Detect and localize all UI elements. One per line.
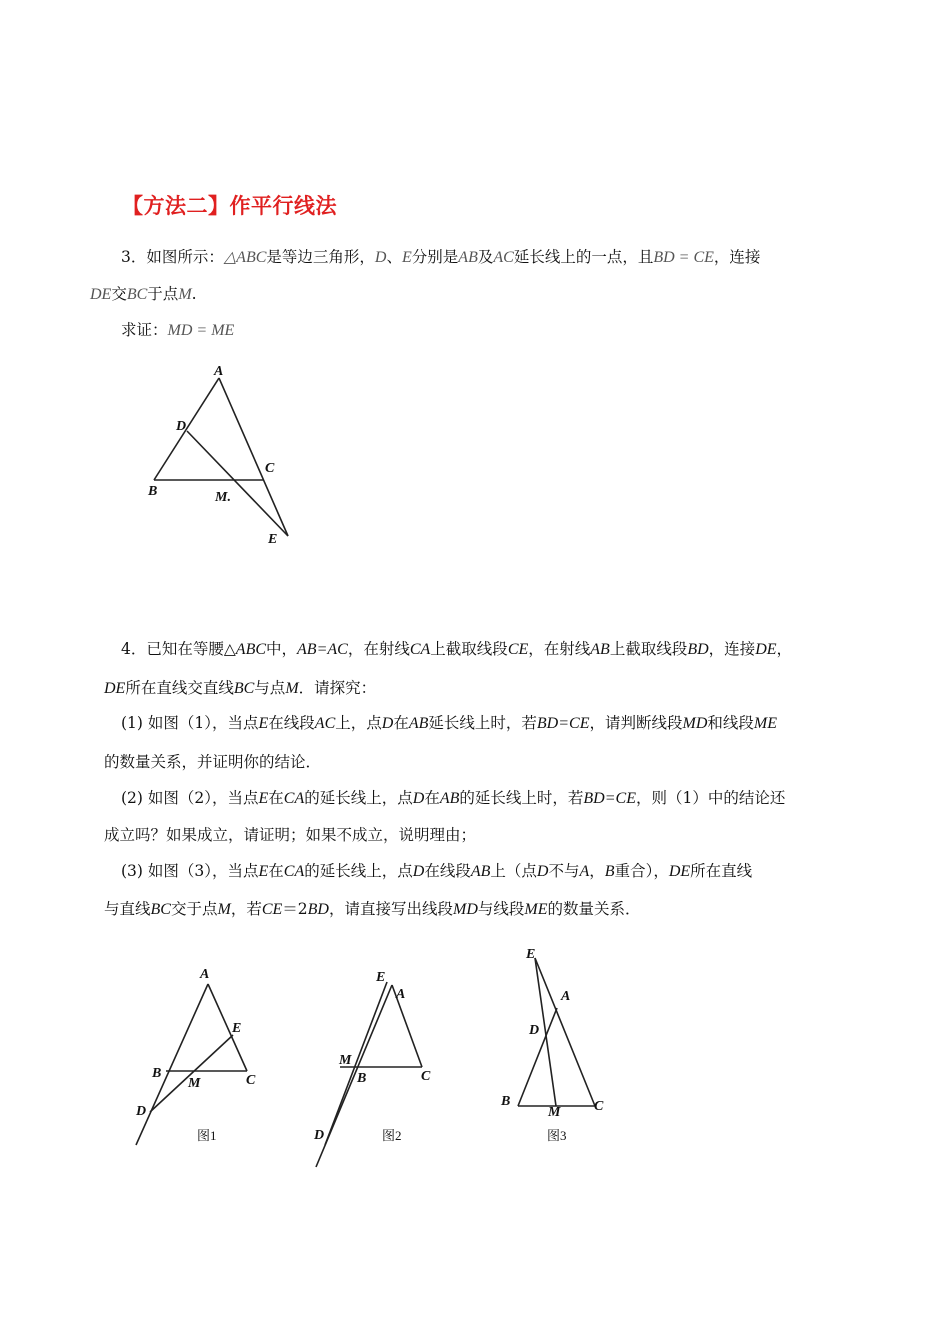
math: AB bbox=[408, 715, 429, 732]
text: 4．已知在等腰△ bbox=[121, 640, 236, 658]
text: ， bbox=[776, 640, 793, 658]
math: A bbox=[579, 863, 590, 880]
math: BD=CE bbox=[583, 790, 636, 807]
math: D bbox=[412, 863, 425, 880]
question-1-line-2: 的数量关系，并证明你的结论． bbox=[104, 753, 322, 771]
text: 在线段 bbox=[424, 862, 471, 880]
text: 不与 bbox=[548, 862, 580, 880]
label-A: A bbox=[200, 967, 210, 982]
text: (2) 如图（2），当点 bbox=[121, 789, 259, 807]
text: 在 bbox=[424, 789, 440, 807]
math: AB bbox=[439, 790, 460, 807]
text: ＝2 bbox=[282, 900, 308, 918]
text: 的延长线上，点 bbox=[304, 789, 413, 807]
problem-4-line-2 bbox=[104, 676, 376, 698]
math: BC bbox=[233, 680, 255, 697]
math: CA bbox=[409, 641, 431, 658]
text: 在 bbox=[393, 714, 409, 732]
label-B: B bbox=[148, 484, 158, 499]
label-C: C bbox=[421, 1069, 431, 1084]
math: BD=CE bbox=[536, 715, 590, 732]
math: ME bbox=[753, 715, 778, 732]
text: 及 bbox=[477, 248, 494, 266]
edge-AB bbox=[154, 378, 219, 480]
text: ，则（1）中的结论还 bbox=[635, 789, 786, 807]
math: AC bbox=[314, 715, 336, 732]
figure-1 bbox=[135, 967, 256, 1145]
math: ME bbox=[524, 901, 548, 918]
text: 和线段 bbox=[707, 714, 754, 732]
math: BC bbox=[150, 901, 171, 918]
math: MD bbox=[453, 901, 478, 918]
label-A: A bbox=[214, 364, 224, 379]
figure-2 bbox=[313, 970, 431, 1167]
edge-AD bbox=[136, 984, 208, 1145]
edge-DE bbox=[150, 1035, 233, 1112]
math: DE bbox=[90, 286, 112, 303]
math: DE bbox=[668, 863, 691, 880]
problem-3-line-2 bbox=[90, 282, 197, 304]
problem-4-figures bbox=[120, 940, 650, 1175]
math: CA bbox=[283, 790, 305, 807]
label-M: M bbox=[339, 1053, 352, 1068]
math: D bbox=[381, 715, 394, 732]
math: BD bbox=[687, 641, 709, 658]
problem-3-prove bbox=[121, 318, 234, 340]
text: 重合）， bbox=[614, 862, 669, 880]
caption-figure-2: 图2 bbox=[382, 1128, 402, 1143]
question-3-line-1 bbox=[121, 859, 752, 881]
label-D: D bbox=[529, 1023, 540, 1038]
text: ，连接 bbox=[708, 640, 756, 658]
math: DE bbox=[755, 641, 777, 658]
label-M: M bbox=[548, 1105, 561, 1120]
math: E bbox=[258, 790, 269, 807]
text: . bbox=[191, 285, 197, 303]
label-D: D bbox=[176, 419, 187, 434]
text: 与线段 bbox=[477, 900, 525, 918]
text: ， bbox=[589, 862, 605, 880]
text: 所在直线交直线 bbox=[125, 679, 234, 697]
math: AB bbox=[470, 863, 491, 880]
math: BD bbox=[307, 901, 329, 918]
math: AB bbox=[458, 249, 478, 266]
label-E: E bbox=[376, 970, 386, 985]
edge-ED bbox=[325, 982, 387, 1145]
question-2-line-1 bbox=[121, 786, 785, 808]
text: ，若 bbox=[230, 900, 262, 918]
edge-EC bbox=[535, 958, 595, 1106]
text: 中， bbox=[266, 640, 298, 658]
math: M bbox=[178, 286, 192, 303]
figure-3 bbox=[500, 947, 604, 1143]
problem-3-line-1 bbox=[121, 245, 760, 267]
edge-DE bbox=[187, 431, 288, 536]
math: E bbox=[402, 249, 412, 266]
math: DE bbox=[104, 680, 126, 697]
text: ，请直接写出线段 bbox=[328, 900, 453, 918]
label-E: E bbox=[232, 1021, 242, 1036]
text: 上（点 bbox=[490, 862, 537, 880]
math: ABC bbox=[235, 641, 267, 658]
edge-AE bbox=[219, 378, 288, 536]
label-C: C bbox=[246, 1073, 256, 1088]
math: D bbox=[412, 790, 425, 807]
text: ，在射线 bbox=[347, 640, 410, 658]
text: 分别是 bbox=[411, 248, 459, 266]
label-C: C bbox=[265, 461, 275, 476]
math: M bbox=[285, 680, 299, 697]
text: 上截取线段 bbox=[609, 640, 688, 658]
math: D bbox=[374, 249, 387, 266]
label-A: A bbox=[396, 987, 406, 1002]
math: CE bbox=[261, 901, 283, 918]
math: AB bbox=[590, 641, 610, 658]
label-D: D bbox=[136, 1104, 147, 1119]
math: AB=AC bbox=[297, 641, 348, 658]
text: 是等边三角形， bbox=[266, 248, 375, 266]
text: 交 bbox=[111, 285, 127, 303]
math: △ABC bbox=[223, 249, 267, 266]
label-B: B bbox=[357, 1071, 367, 1086]
text: 所在直线 bbox=[690, 862, 753, 880]
text: 在 bbox=[268, 789, 284, 807]
label-B: B bbox=[152, 1066, 162, 1081]
math: M bbox=[217, 901, 231, 918]
math: D bbox=[536, 863, 549, 880]
text: 在 bbox=[268, 862, 284, 880]
math: BD = CE bbox=[653, 249, 714, 266]
text: 延长线上的一点，且 bbox=[513, 248, 654, 266]
math: BC bbox=[126, 286, 148, 303]
text: 求证： bbox=[121, 321, 168, 339]
text: (3) 如图（3），当点 bbox=[121, 862, 259, 880]
label-E: E bbox=[526, 947, 536, 962]
text: (1) 如图（1），当点 bbox=[121, 714, 259, 732]
text: 上截取线段 bbox=[430, 640, 508, 658]
text: 与直线 bbox=[104, 900, 151, 918]
math: AC bbox=[493, 249, 514, 266]
text: ，请判断线段 bbox=[589, 714, 683, 732]
text: 3．如图所示： bbox=[121, 248, 224, 266]
text: ，在射线 bbox=[528, 640, 591, 658]
math: MD = ME bbox=[167, 322, 235, 339]
label-B: B bbox=[501, 1094, 511, 1109]
text: 于点 bbox=[147, 285, 179, 303]
label-A: A bbox=[561, 989, 571, 1004]
text: 的数量关系． bbox=[547, 900, 641, 918]
math: B bbox=[604, 863, 615, 880]
caption-figure-3: 图3 bbox=[547, 1128, 567, 1143]
question-1-line-1 bbox=[121, 711, 777, 733]
label-E: E bbox=[268, 532, 278, 547]
math: CE bbox=[507, 641, 529, 658]
text: 交于点 bbox=[170, 900, 218, 918]
section-heading: 【方法二】作平行线法 bbox=[122, 194, 337, 218]
label-D: D bbox=[314, 1128, 325, 1143]
math: E bbox=[258, 863, 269, 880]
text: ，连接 bbox=[713, 248, 761, 266]
text: 上，点 bbox=[335, 714, 382, 732]
text: 的延长线上，点 bbox=[304, 862, 413, 880]
caption-figure-1: 图1 bbox=[197, 1128, 217, 1143]
text: 延长线上时，若 bbox=[428, 714, 537, 732]
question-3-line-2 bbox=[104, 897, 641, 919]
text: 的延长线上时，若 bbox=[459, 789, 584, 807]
label-C: C bbox=[594, 1099, 604, 1114]
text: 、 bbox=[386, 248, 402, 266]
text: 与点 bbox=[254, 679, 286, 697]
text: ．请探究： bbox=[298, 679, 377, 697]
question-2-line-2: 成立吗？如果成立，请证明；如果不成立，说明理由； bbox=[104, 826, 477, 844]
label-M: M. bbox=[215, 490, 231, 505]
math: MD bbox=[682, 715, 708, 732]
text: 在线段 bbox=[268, 714, 315, 732]
label-M: M bbox=[188, 1076, 201, 1091]
problem-4-line-1 bbox=[121, 637, 792, 659]
problem-3-figure bbox=[140, 358, 310, 553]
math: CA bbox=[283, 863, 305, 880]
math: E bbox=[258, 715, 269, 732]
